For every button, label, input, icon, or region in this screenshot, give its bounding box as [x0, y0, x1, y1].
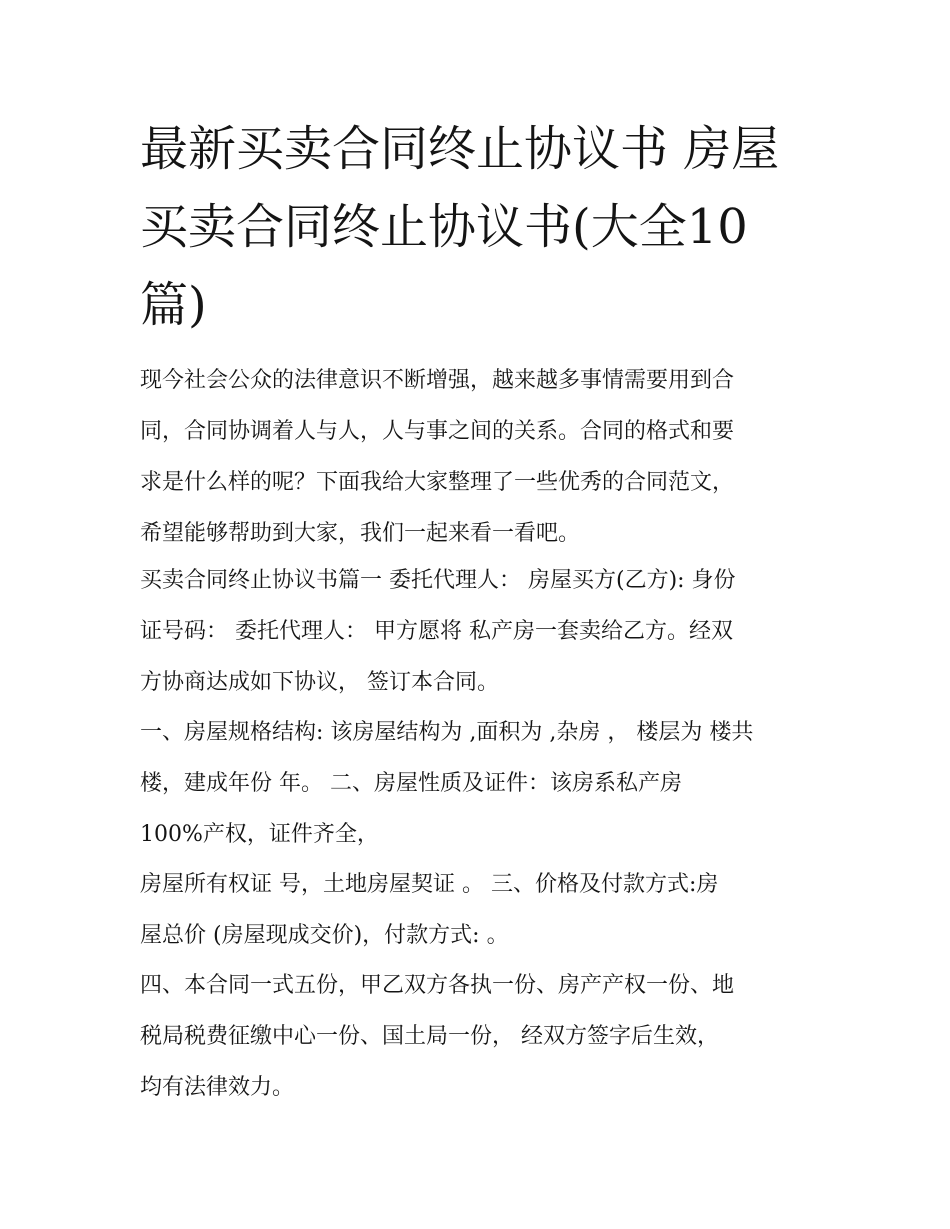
paragraph-line: 房屋所有权证 号，土地房屋契证 。 三、价格及付款方式:房 [140, 872, 719, 897]
clause-four-paragraph [140, 960, 830, 1113]
title-line: 篇) [140, 277, 207, 333]
paragraph-line: 买卖合同终止协议书篇一 委托代理人： 房屋买方(乙方): 身份 [140, 568, 736, 593]
title-line: 最新买卖合同终止协议书 房屋 [140, 121, 780, 177]
paragraph-line: 同，合同协调着人与人，人与事之间的关系。合同的格式和要 [140, 419, 735, 444]
agreement-paragraph [140, 555, 830, 708]
document-title [140, 110, 840, 344]
clause-three-paragraph [140, 859, 830, 961]
title-line: 买卖合同终止协议书(大全10 [140, 199, 748, 255]
paragraph-line: 证号码： 委托代理人： 甲方愿将 私产房一套卖给乙方。经双 [140, 619, 733, 644]
paragraph-line: 100%产权，证件齐全， [140, 822, 379, 847]
paragraph-line: 楼，建成年份 年。 二、房屋性质及证件：该房系私产房 [140, 771, 682, 796]
paragraph-line: 税局税费征缴中心一份、国土局一份， 经双方签字后生效， [140, 1024, 719, 1049]
paragraph-line: 现今社会公众的法律意识不断增强，越来越多事情需要用到合 [140, 368, 735, 393]
paragraph-line: 均有法律效力。 [140, 1075, 295, 1100]
intro-paragraph [140, 355, 830, 559]
paragraph-line: 四、本合同一式五份，甲乙双方各执一份、房产产权一份、地 [140, 973, 735, 998]
paragraph-line: 希望能够帮助到大家，我们一起来看一看吧。 [140, 521, 581, 546]
paragraph-line: 求是什么样的呢？下面我给大家整理了一些优秀的合同范文， [140, 470, 735, 495]
paragraph-line: 方协商达成如下协议， 签订本合同。 [140, 670, 499, 695]
clause-one-paragraph [140, 707, 830, 860]
paragraph-line: 一、房屋规格结构: 该房屋结构为 ,面积为 ,杂房 ， 楼层为 楼共 [140, 720, 754, 745]
paragraph-line: 屋总价 (房屋现成交价)，付款方式: 。 [140, 923, 509, 948]
